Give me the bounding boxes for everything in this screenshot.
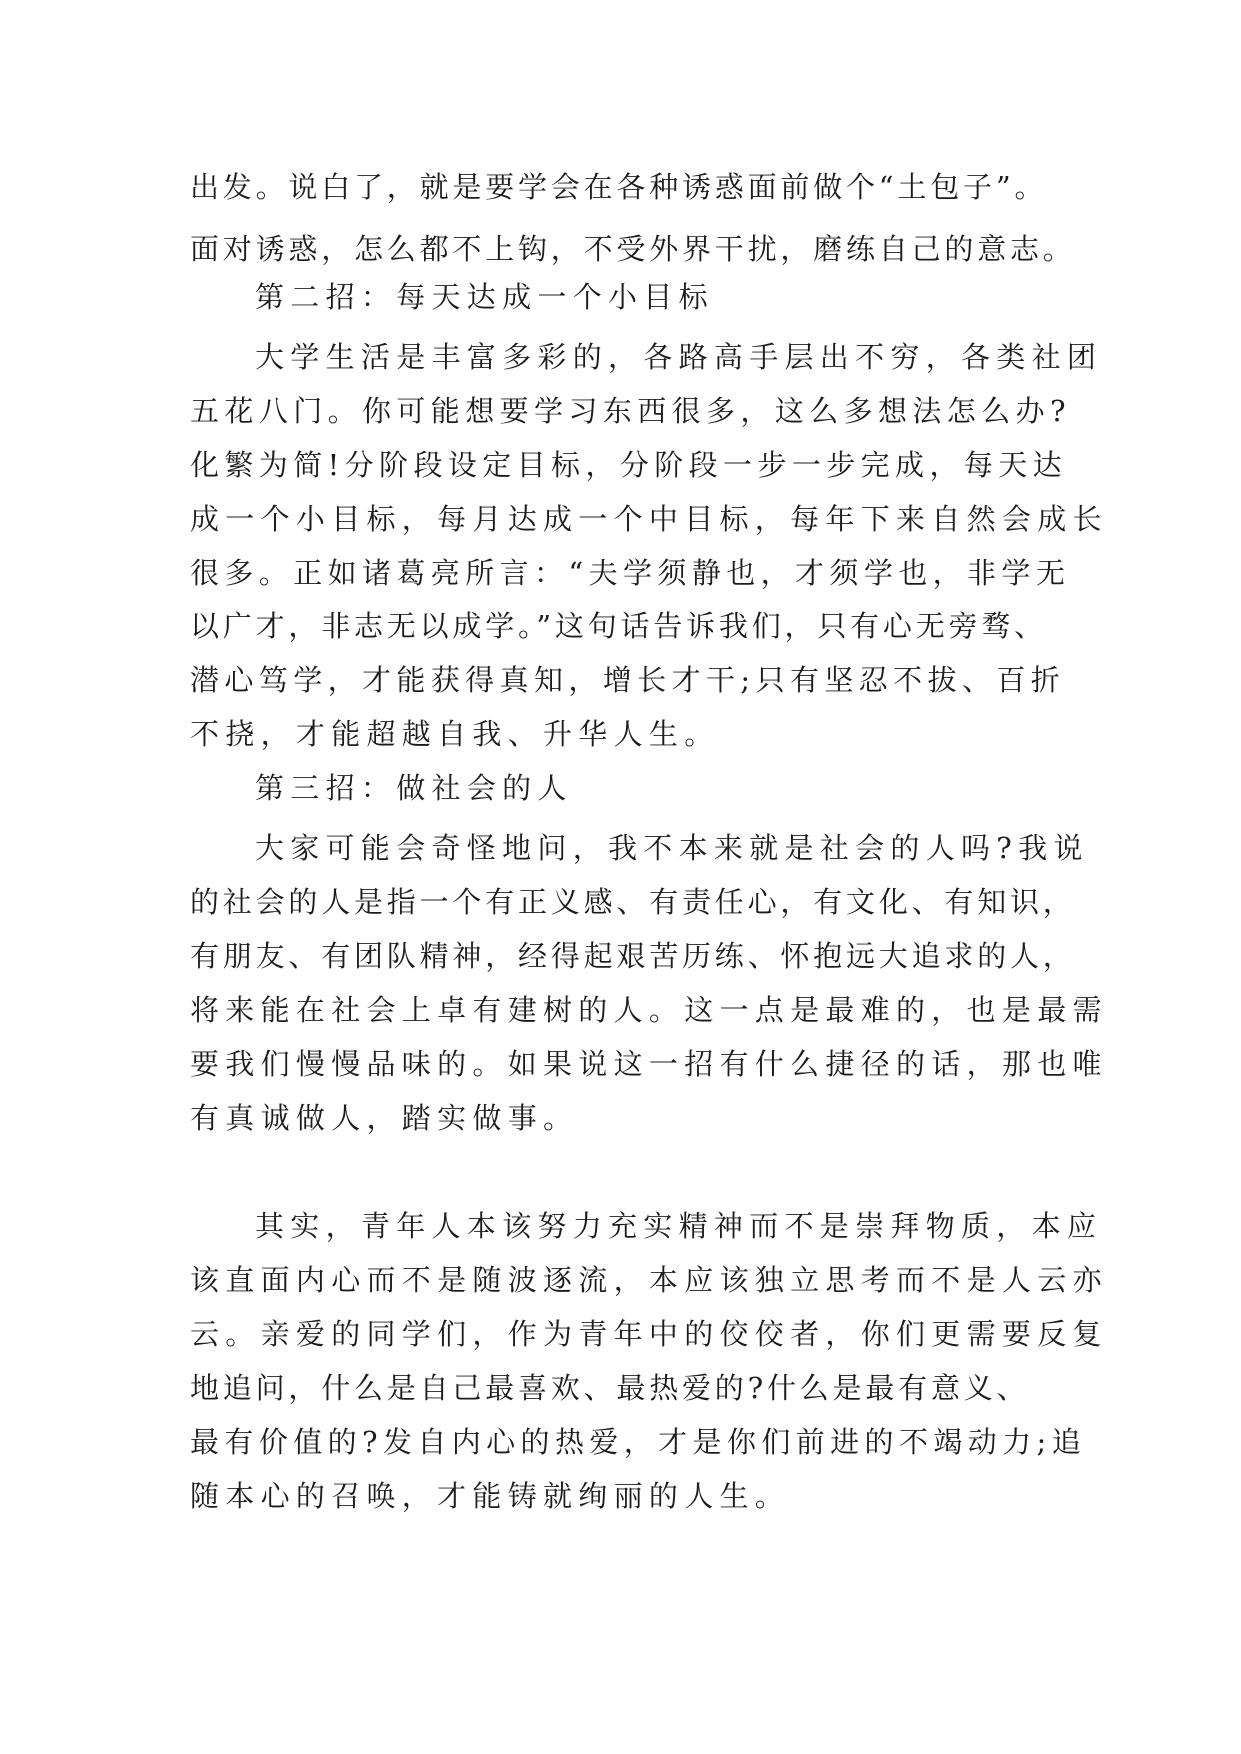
text-line: 要我们慢慢品味的。如果说这一招有什么捷径的话，那也唯 [190,1047,1108,1081]
text-line: 地追问，什么是自己最喜欢、最热爱的?什么是最有意义、 [190,1371,1030,1405]
text-line: 不挠，才能超越自我、升华人生。 [190,717,720,751]
section-heading: 第三招：做社会的人 [255,771,573,805]
text-line: 大学生活是丰富多彩的，各路高手层出不穷，各类社团 [255,340,1103,374]
text-line: 面对诱惑，怎么都不上钩，不受外界干扰，磨练自己的意志。 [190,232,1076,266]
text-line: 的社会的人是指一个有正义感、有责任心，有文化、有知识， [190,885,1076,919]
text-line: 云。亲爱的同学们，作为青年中的佼佼者，你们更需要反复 [190,1317,1108,1351]
text-line: 随本心的召唤，才能铸就绚丽的人生。 [190,1479,791,1513]
text-line: 很多。正如诸葛亮所言：“夫学须静也，才须学也，非学无 [190,556,1071,590]
text-line: 成一个小目标，每月达成一个中目标，每年下来自然会成长 [190,502,1108,536]
text-line: 化繁为简!分阶段设定目标，分阶段一步一步完成，每天达 [190,448,1068,482]
text-line: 其实，青年人本该努力充实精神而不是崇拜物质，本应 [255,1209,1103,1243]
text-line: 有真诚做人，踏实做事。 [190,1101,579,1135]
text-line: 五花八门。你可能想要学习东西很多，这么多想法怎么办? [190,394,1071,428]
text-line: 该直面内心而不是随波逐流，本应该独立思考而不是人云亦 [190,1263,1108,1297]
text-line: 潜心笃学，才能获得真知，增长才干;只有坚忍不拔、百折 [190,663,1066,697]
text-line: 出发。说白了，就是要学会在各种诱惑面前做个“土包子”。 [190,170,1048,204]
text-line: 最有价值的?发自内心的热爱，才是你们前进的不竭动力;追 [190,1425,1087,1459]
text-line: 以广才，非志无以成学。”这句话告诉我们，只有心无旁骛、 [190,609,1047,643]
text-line: 有朋友、有团队精神，经得起艰苦历练、怀抱远大追求的人， [190,939,1076,973]
text-line: 将来能在社会上卓有建树的人。这一点是最难的，也是最需 [190,993,1108,1027]
text-line: 大家可能会奇怪地问，我不本来就是社会的人吗?我说 [255,831,1089,865]
section-heading: 第二招：每天达成一个小目标 [255,280,714,314]
